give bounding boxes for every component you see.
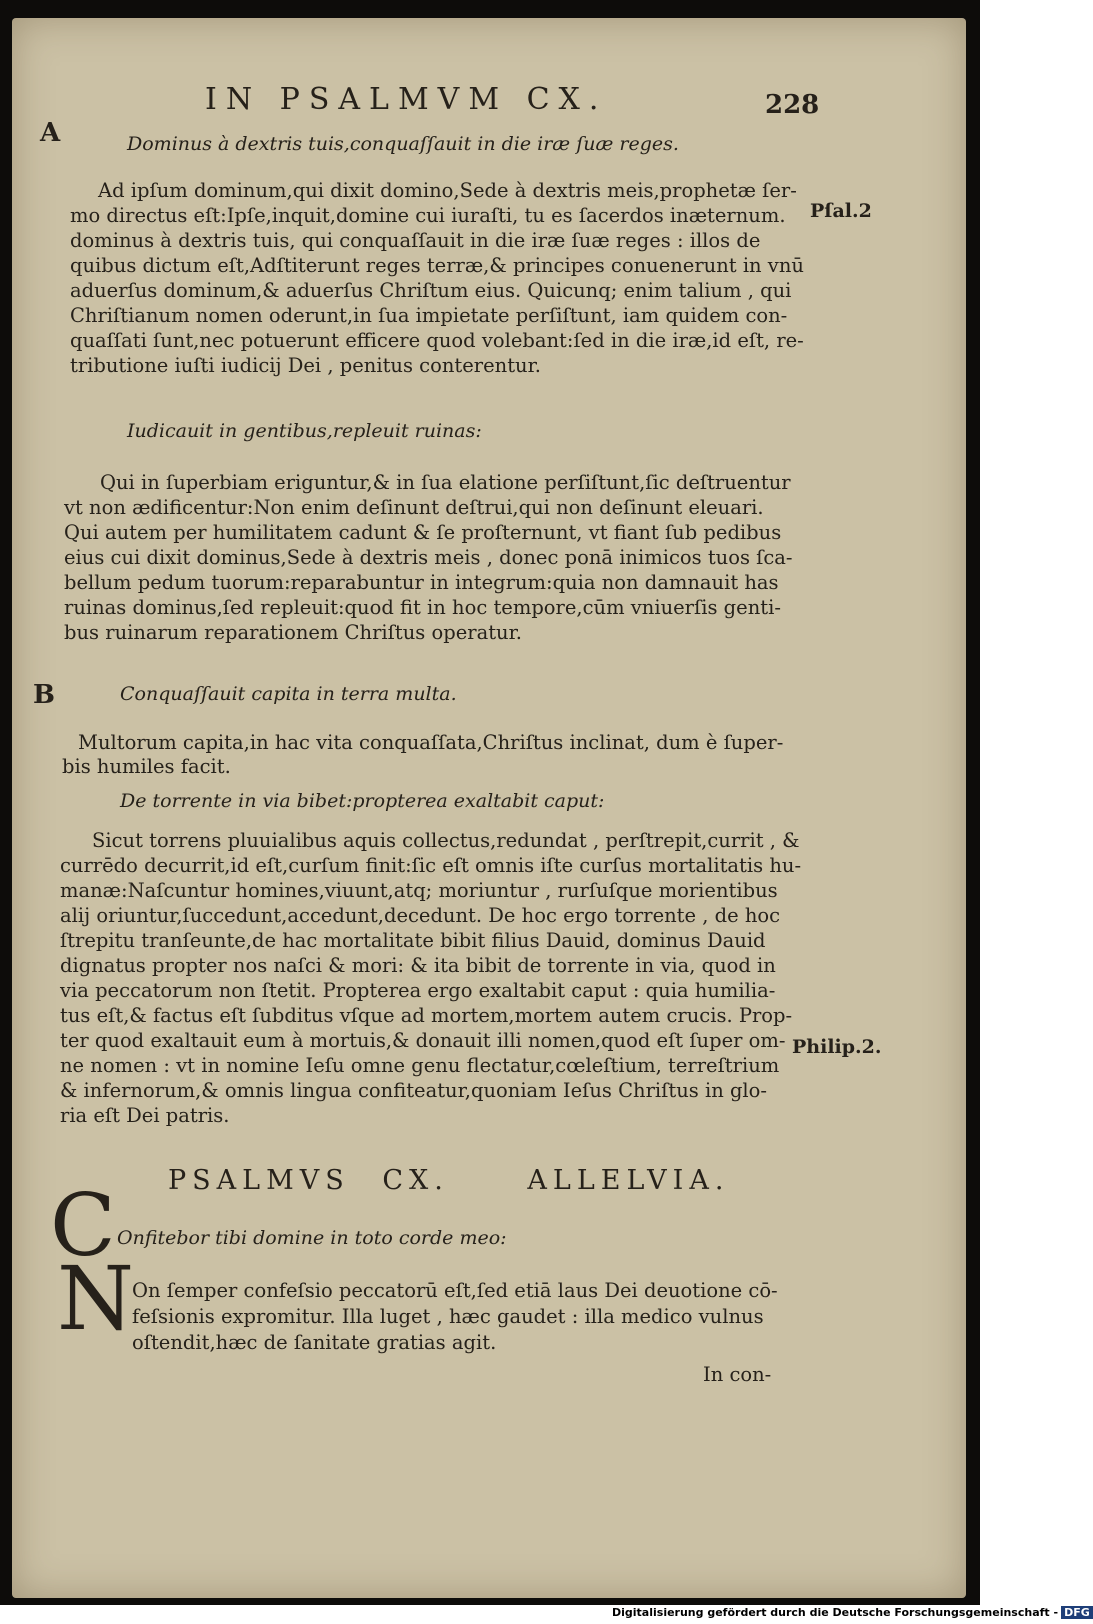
text-line: aduerſus dominum,& aduerſus Chriſtum eius. Quicunq; enim talium , qui [70, 279, 792, 302]
footer-text: Digitalisierung gefördert durch die Deutsche Forschungsgemeinschaft - [612, 1606, 1059, 1619]
text-line: Ad ipſum dominum,qui dixit domino,Sede à dextris meis,prophetæ ſer- [98, 179, 797, 202]
text-line: tributione iuſti iudicij Dei , penitus conterentur. [70, 354, 541, 377]
margin-note-philip: Philip.2. [792, 1036, 882, 1058]
running-title: IN PSALMVM CX. [205, 82, 608, 117]
dfg-logo: DFG [1061, 1606, 1093, 1619]
text-line: Sicut torrens pluuialibus aquis collectus,redundat , perſtrepit,currit , & [92, 829, 800, 852]
lemma: Onfitebor tibi domine in toto corde meo: [117, 1227, 507, 1249]
catchword: In con- [703, 1363, 772, 1386]
lemma: De torrente in via bibet:propterea exaltabit caput: [120, 790, 605, 812]
text-line: quaſſati ſunt,nec potuerunt efficere quod volebant:ſed in die iræ,id eſt, re- [70, 329, 804, 352]
text-line: bis humiles facit. [62, 755, 231, 778]
text-line: feſsionis expromitur. Illa luget , hæc gaudet : illa medico vulnus [132, 1305, 764, 1328]
lemma: Iudicauit in gentibus,repleuit ruinas: [127, 420, 482, 442]
text-line: & infernorum,& omnis lingua confiteatur,quoniam Ieſus Chriſtus in glo- [60, 1079, 767, 1102]
section-mark-a: A [40, 118, 61, 148]
digitization-footer [612, 1606, 1093, 1619]
lemma: Dominus à dextris tuis,conquaſſauit in die iræ ſuæ reges. [127, 133, 679, 155]
drop-cap-n: N [57, 1247, 134, 1350]
text-line: alij oriuntur,ſuccedunt,accedunt,decedunt. De hoc ergo torrente , de hoc [60, 904, 781, 927]
text-line: ria eſt Dei patris. [60, 1104, 230, 1127]
text-line: ſtrepitu tranſeunte,de hac mortalitate bibit filius Dauid, dominus Dauid [60, 929, 766, 952]
text-line: bellum pedum tuorum:reparabuntur in integrum:quia non damnauit has [64, 571, 779, 594]
text-line: Qui autem per humilitatem cadunt & ſe proſternunt, vt fiant ſub pedibus [64, 521, 782, 544]
text-line: oſtendit,hæc de ſanitate gratias agit. [132, 1331, 497, 1354]
text-line: dominus à dextris tuis, qui conquaſſauit in die iræ ſuæ reges : illos de [70, 229, 761, 252]
text-line: ne nomen : vt in nomine Ieſu omne genu flectatur,cœleſtium, terreſtrium [60, 1054, 780, 1077]
lemma: Conquaſſauit capita in terra multa. [120, 683, 457, 705]
text-line: quibus dictum eſt,Adſtiterunt reges terræ,& principes conuenerunt in vnū [70, 254, 804, 277]
text-line: Multorum capita,in hac vita conquaſſata,Chriſtus inclinat, dum è ſuper- [78, 731, 784, 754]
text-line: vt non ædificentur:Non enim deſinunt deſtrui,qui non deſinunt eleuari. [64, 496, 764, 519]
text-line: mo directus eſt:Ipſe,inquit,domine cui iuraſti, tu es ſacerdos inæternum. [70, 204, 786, 227]
margin-note-psal: Pſal.2 [810, 200, 872, 222]
text-line: ter quod exaltauit eum à mortuis,& donauit illi nomen,quod eſt ſuper om- [60, 1029, 786, 1052]
psalm-heading-word: ALLELVIA. [527, 1165, 730, 1196]
text-line: manæ:Naſcuntur homines,viuunt,atq; moriuntur , rurſuſque morientibus [60, 879, 778, 902]
text-line: currēdo decurrit,id eſt,curſum finit:ſic eſt omnis iſte curſus mortalitatis hu- [60, 854, 802, 877]
psalm-heading [168, 1165, 729, 1196]
section-mark-b: B [33, 680, 55, 710]
text-line: ruinas dominus,ſed repleuit:quod fit in hoc tempore,cūm vniuerſis genti- [64, 596, 781, 619]
text-line: eius cui dixit dominus,Sede à dextris meis , donec ponā inimicos tuos ſca- [64, 546, 793, 569]
text-line: On ſemper confeſsio peccatorū eſt,ſed etiā laus Dei deuotione cō- [132, 1279, 778, 1302]
text-line: Qui in ſuperbiam eriguntur,& in ſua elatione perſiſtunt,ſic deſtruentur [100, 471, 791, 494]
psalm-heading-number: CX. [382, 1165, 449, 1196]
text-line: bus ruinarum reparationem Chriſtus operatur. [64, 621, 522, 644]
drop-cap-c: C [50, 1176, 116, 1276]
page-number: 228 [765, 90, 820, 120]
text-line: Chriſtianum nomen oderunt,in ſua impietate perſiſtunt, iam quidem con- [70, 304, 788, 327]
psalm-heading-label: PSALMVS [168, 1165, 350, 1196]
text-line: tus eſt,& factus eſt ſubditus vſque ad mortem,mortem autem crucis. Prop- [60, 1004, 793, 1027]
text-line: dignatus propter nos naſci & mori: & ita bibit de torrente in via, quod in [60, 954, 776, 977]
text-line: via peccatorum non ſtetit. Propterea ergo exaltabit caput : quia humilia- [60, 979, 776, 1002]
